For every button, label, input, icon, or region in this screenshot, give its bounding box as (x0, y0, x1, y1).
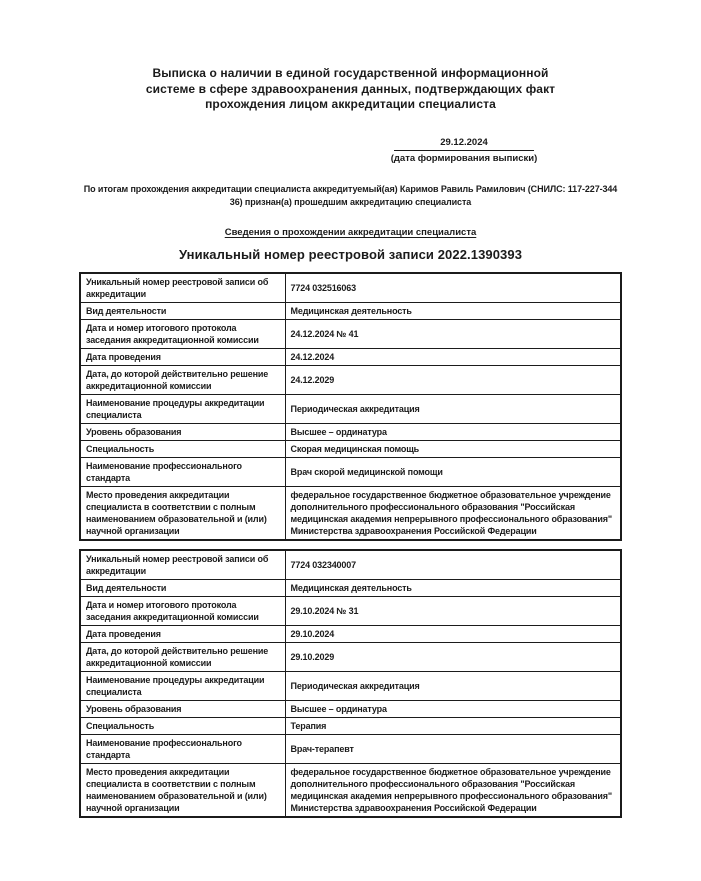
table-row (80, 734, 621, 763)
row-label: Уровень образования (80, 700, 285, 717)
table-row (80, 365, 621, 394)
row-value: 29.10.2024 (285, 625, 621, 642)
row-label: Дата, до которой действительно решение аккредитационной комиссии (80, 642, 285, 671)
table-row (80, 486, 621, 540)
document-title (79, 66, 622, 113)
row-label: Дата и номер итогового протокола заседания аккредитационной комиссии (80, 319, 285, 348)
row-value: 24.12.2024 (285, 348, 621, 365)
row-label: Уровень образования (80, 423, 285, 440)
accreditation-result-text: По итогам прохождения аккредитации специалиста аккредитуемый(ая) Каримов Равиль Рамилович (СНИЛС: 117-227-344 36) признан(а) прошедшим аккредитацию специалиста (83, 183, 618, 207)
title-line: системе в сфере здравоохранения данных, подтверждающих факт (145, 81, 556, 96)
formation-date-block (376, 137, 552, 164)
table-row (80, 394, 621, 423)
row-value: 7724 032340007 (285, 550, 621, 580)
table-row (80, 302, 621, 319)
row-value: федеральное государственное бюджетное образовательное учреждение дополнительного профессионального образования "Российская медицинская академия непрерывного профессионального образования" Министерства здравоохранения Российской Федерации (285, 763, 621, 817)
table-row (80, 596, 621, 625)
table-row (80, 642, 621, 671)
table-row (80, 440, 621, 457)
row-value: Медицинская деятельность (285, 302, 621, 319)
row-label: Дата, до которой действительно решение аккредитационной комиссии (80, 365, 285, 394)
formation-date-caption: (дата формирования выписки) (390, 152, 538, 164)
section-subtitle: Сведения о прохождении аккредитации специалиста (224, 226, 477, 238)
row-label: Специальность (80, 440, 285, 457)
table-row (80, 700, 621, 717)
row-value: 7724 032516063 (285, 273, 621, 303)
table-row (80, 671, 621, 700)
title-line: Выписка о наличии в единой государственной информационной (152, 66, 549, 80)
row-label: Наименование процедуры аккредитации специалиста (80, 394, 285, 423)
table-row (80, 579, 621, 596)
row-label: Дата проведения (80, 348, 285, 365)
table-row (80, 625, 621, 642)
row-value: 24.12.2029 (285, 365, 621, 394)
row-value: Периодическая аккредитация (285, 394, 621, 423)
row-label: Место проведения аккредитации специалиста в соответствии с полным наименованием образовательной и (или) научной организации (80, 486, 285, 540)
row-label: Дата проведения (80, 625, 285, 642)
formation-date-value: 29.12.2024 (394, 137, 534, 151)
row-value: федеральное государственное бюджетное образовательное учреждение дополнительного профессионального образования "Российская медицинская академия непрерывного профессионального образования" Министерства здравоохранения Российской Федерации (285, 486, 621, 540)
row-value: Врач-терапевт (285, 734, 621, 763)
row-label: Уникальный номер реестровой записи об аккредитации (80, 273, 285, 303)
row-label: Наименование процедуры аккредитации специалиста (80, 671, 285, 700)
table-row (80, 348, 621, 365)
row-label: Уникальный номер реестровой записи об аккредитации (80, 550, 285, 580)
row-value: Врач скорой медицинской помощи (285, 457, 621, 486)
row-label: Вид деятельности (80, 579, 285, 596)
table-row (80, 423, 621, 440)
accreditation-record-table-1 (79, 272, 622, 541)
table-row (80, 550, 621, 580)
row-value: Скорая медицинская помощь (285, 440, 621, 457)
row-value: 24.12.2024 № 41 (285, 319, 621, 348)
row-label: Место проведения аккредитации специалиста в соответствии с полным наименованием образовательной и (или) научной организации (80, 763, 285, 817)
table-row (80, 319, 621, 348)
row-value: 29.10.2024 № 31 (285, 596, 621, 625)
table-row (80, 457, 621, 486)
table-row (80, 273, 621, 303)
registry-number-heading: Уникальный номер реестровой записи 2022.1390393 (178, 246, 523, 262)
row-label: Дата и номер итогового протокола заседания аккредитационной комиссии (80, 596, 285, 625)
row-value: Высшее – ординатура (285, 700, 621, 717)
title-line: прохождения лицом аккредитации специалиста (205, 97, 496, 111)
accreditation-record-table-2 (79, 549, 622, 818)
document-content (79, 66, 622, 818)
row-value: Высшее – ординатура (285, 423, 621, 440)
row-value: Терапия (285, 717, 621, 734)
row-label: Вид деятельности (80, 302, 285, 319)
table-row (80, 763, 621, 817)
row-label: Наименование профессионального стандарта (80, 457, 285, 486)
row-value: Периодическая аккредитация (285, 671, 621, 700)
row-label: Наименование профессионального стандарта (80, 734, 285, 763)
row-value: Медицинская деятельность (285, 579, 621, 596)
row-label: Специальность (80, 717, 285, 734)
row-value: 29.10.2029 (285, 642, 621, 671)
table-row (80, 717, 621, 734)
